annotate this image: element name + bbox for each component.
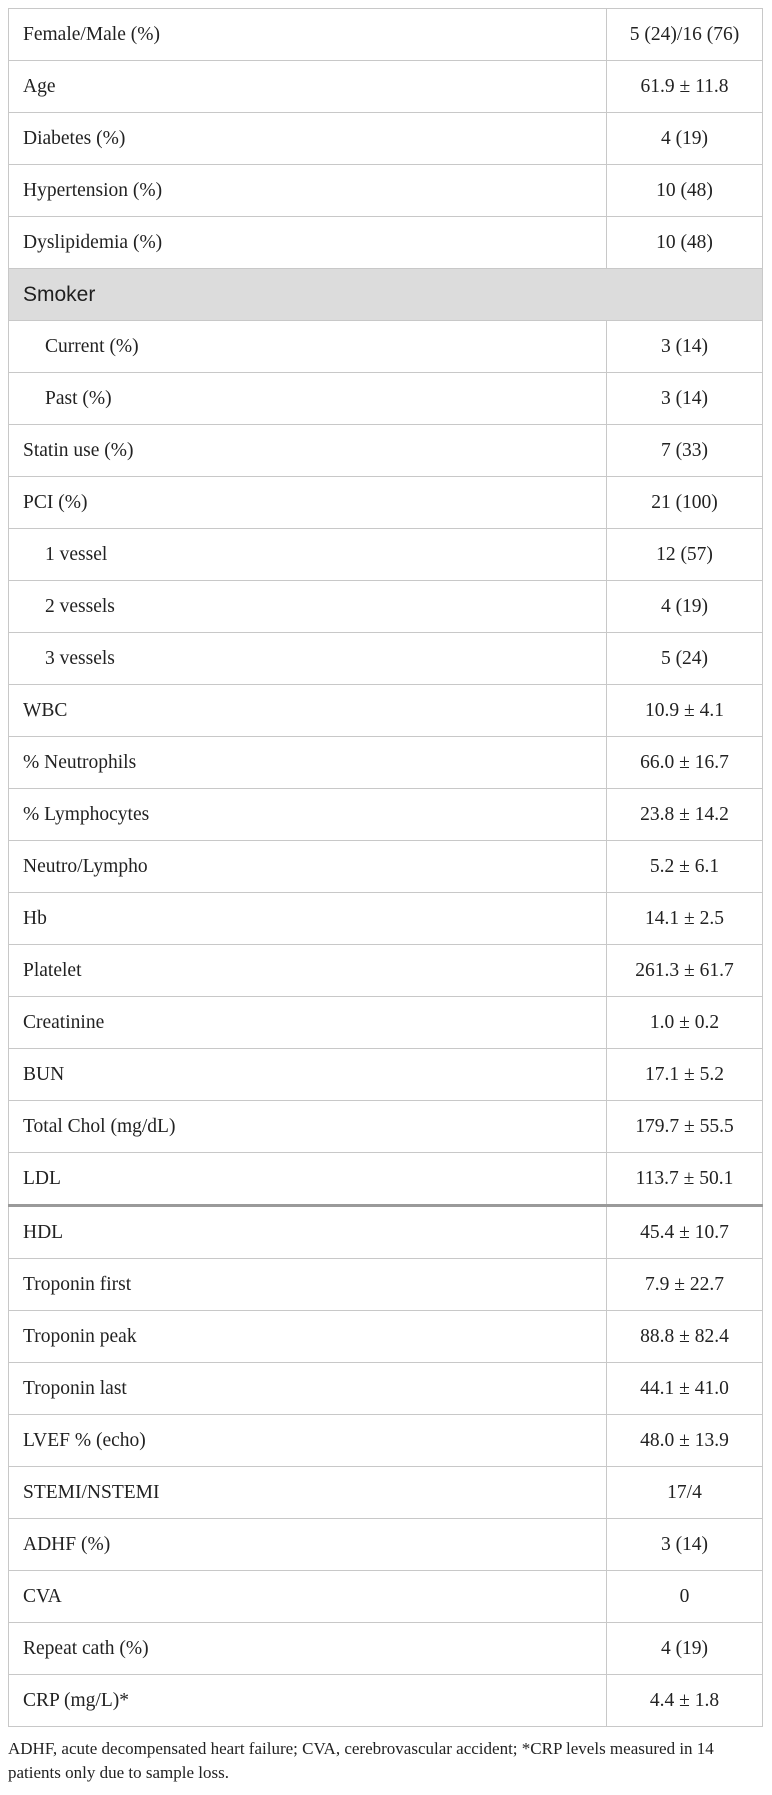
- row-label: Female/Male (%): [9, 9, 607, 61]
- row-value: 4 (19): [607, 113, 763, 165]
- row-label: Neutro/Lympho: [9, 841, 607, 893]
- table-row: [9, 945, 763, 997]
- row-label: Current (%): [9, 321, 607, 373]
- table-row: [9, 1467, 763, 1519]
- row-value: 179.7 ± 55.5: [607, 1101, 763, 1153]
- table-row: [9, 165, 763, 217]
- table-row: [9, 893, 763, 945]
- row-label: PCI (%): [9, 477, 607, 529]
- table-footnote: ADHF, acute decompensated heart failure; CVA, cerebrovascular accident; *CRP levels measured in 14 patients only due to sample loss.: [8, 1739, 714, 1782]
- row-value: 7 (33): [607, 425, 763, 477]
- table-row: [9, 1206, 763, 1259]
- row-label: 3 vessels: [9, 633, 607, 685]
- table-row: [9, 477, 763, 529]
- row-value: 10 (48): [607, 165, 763, 217]
- table-row: [9, 1049, 763, 1101]
- row-value: 10 (48): [607, 217, 763, 269]
- row-label: Total Chol (mg/dL): [9, 1101, 607, 1153]
- table-row: [9, 1363, 763, 1415]
- row-label: Diabetes (%): [9, 113, 607, 165]
- row-value: 12 (57): [607, 529, 763, 581]
- row-value: 4 (19): [607, 1623, 763, 1675]
- row-value: 10.9 ± 4.1: [607, 685, 763, 737]
- table-row: [9, 1101, 763, 1153]
- row-label: Troponin peak: [9, 1311, 607, 1363]
- table-row: [9, 217, 763, 269]
- table-row: [9, 685, 763, 737]
- row-value: 44.1 ± 41.0: [607, 1363, 763, 1415]
- patient-characteristics-table-container: [8, 8, 762, 1727]
- table-row: [9, 1311, 763, 1363]
- row-label: Troponin last: [9, 1363, 607, 1415]
- patient-characteristics-table: [8, 8, 763, 1727]
- row-label: Platelet: [9, 945, 607, 997]
- table-row: [9, 1623, 763, 1675]
- row-label: 2 vessels: [9, 581, 607, 633]
- table-row: [9, 113, 763, 165]
- row-label: LDL: [9, 1153, 607, 1206]
- row-label: LVEF % (echo): [9, 1415, 607, 1467]
- row-label: Hb: [9, 893, 607, 945]
- row-label: 1 vessel: [9, 529, 607, 581]
- row-label: Statin use (%): [9, 425, 607, 477]
- row-value: 3 (14): [607, 373, 763, 425]
- row-value: 21 (100): [607, 477, 763, 529]
- row-label: STEMI/NSTEMI: [9, 1467, 607, 1519]
- row-label: Dyslipidemia (%): [9, 217, 607, 269]
- row-label: CVA: [9, 1571, 607, 1623]
- row-label: ADHF (%): [9, 1519, 607, 1571]
- section-heading: Smoker: [9, 269, 763, 321]
- row-value: 4.4 ± 1.8: [607, 1675, 763, 1727]
- table-row: [9, 425, 763, 477]
- table-row: [9, 373, 763, 425]
- row-value: 48.0 ± 13.9: [607, 1415, 763, 1467]
- row-value: 88.8 ± 82.4: [607, 1311, 763, 1363]
- row-value: 17.1 ± 5.2: [607, 1049, 763, 1101]
- row-value: 14.1 ± 2.5: [607, 893, 763, 945]
- row-label: % Neutrophils: [9, 737, 607, 789]
- table-row: [9, 841, 763, 893]
- table-row: [9, 1415, 763, 1467]
- table-row: [9, 321, 763, 373]
- row-value: 23.8 ± 14.2: [607, 789, 763, 841]
- row-value: 113.7 ± 50.1: [607, 1153, 763, 1206]
- row-label: WBC: [9, 685, 607, 737]
- row-value: 5 (24)/16 (76): [607, 9, 763, 61]
- table-row: [9, 997, 763, 1049]
- row-label: Creatinine: [9, 997, 607, 1049]
- table-row: [9, 529, 763, 581]
- row-value: 5.2 ± 6.1: [607, 841, 763, 893]
- row-value: 4 (19): [607, 581, 763, 633]
- row-value: 3 (14): [607, 321, 763, 373]
- row-value: 66.0 ± 16.7: [607, 737, 763, 789]
- row-label: Age: [9, 61, 607, 113]
- row-label: Past (%): [9, 373, 607, 425]
- table-row: [9, 633, 763, 685]
- row-label: Troponin first: [9, 1259, 607, 1311]
- table-row: [9, 789, 763, 841]
- row-label: Repeat cath (%): [9, 1623, 607, 1675]
- row-label: BUN: [9, 1049, 607, 1101]
- row-label: % Lymphocytes: [9, 789, 607, 841]
- row-value: 5 (24): [607, 633, 763, 685]
- table-row: [9, 1571, 763, 1623]
- row-value: 3 (14): [607, 1519, 763, 1571]
- row-value: 45.4 ± 10.7: [607, 1206, 763, 1259]
- row-value: 261.3 ± 61.7: [607, 945, 763, 997]
- table-row: [9, 9, 763, 61]
- table-body: [9, 9, 763, 1727]
- table-row: [9, 1153, 763, 1206]
- row-value: 17/4: [607, 1467, 763, 1519]
- row-label: HDL: [9, 1206, 607, 1259]
- row-value: 7.9 ± 22.7: [607, 1259, 763, 1311]
- row-label: Hypertension (%): [9, 165, 607, 217]
- table-row: [9, 737, 763, 789]
- row-value: 1.0 ± 0.2: [607, 997, 763, 1049]
- row-value: 61.9 ± 11.8: [607, 61, 763, 113]
- table-row: [9, 1259, 763, 1311]
- row-label: CRP (mg/L)*: [9, 1675, 607, 1727]
- table-section-row: [9, 269, 763, 321]
- table-row: [9, 581, 763, 633]
- table-row: [9, 1675, 763, 1727]
- table-row: [9, 1519, 763, 1571]
- row-value: 0: [607, 1571, 763, 1623]
- table-row: [9, 61, 763, 113]
